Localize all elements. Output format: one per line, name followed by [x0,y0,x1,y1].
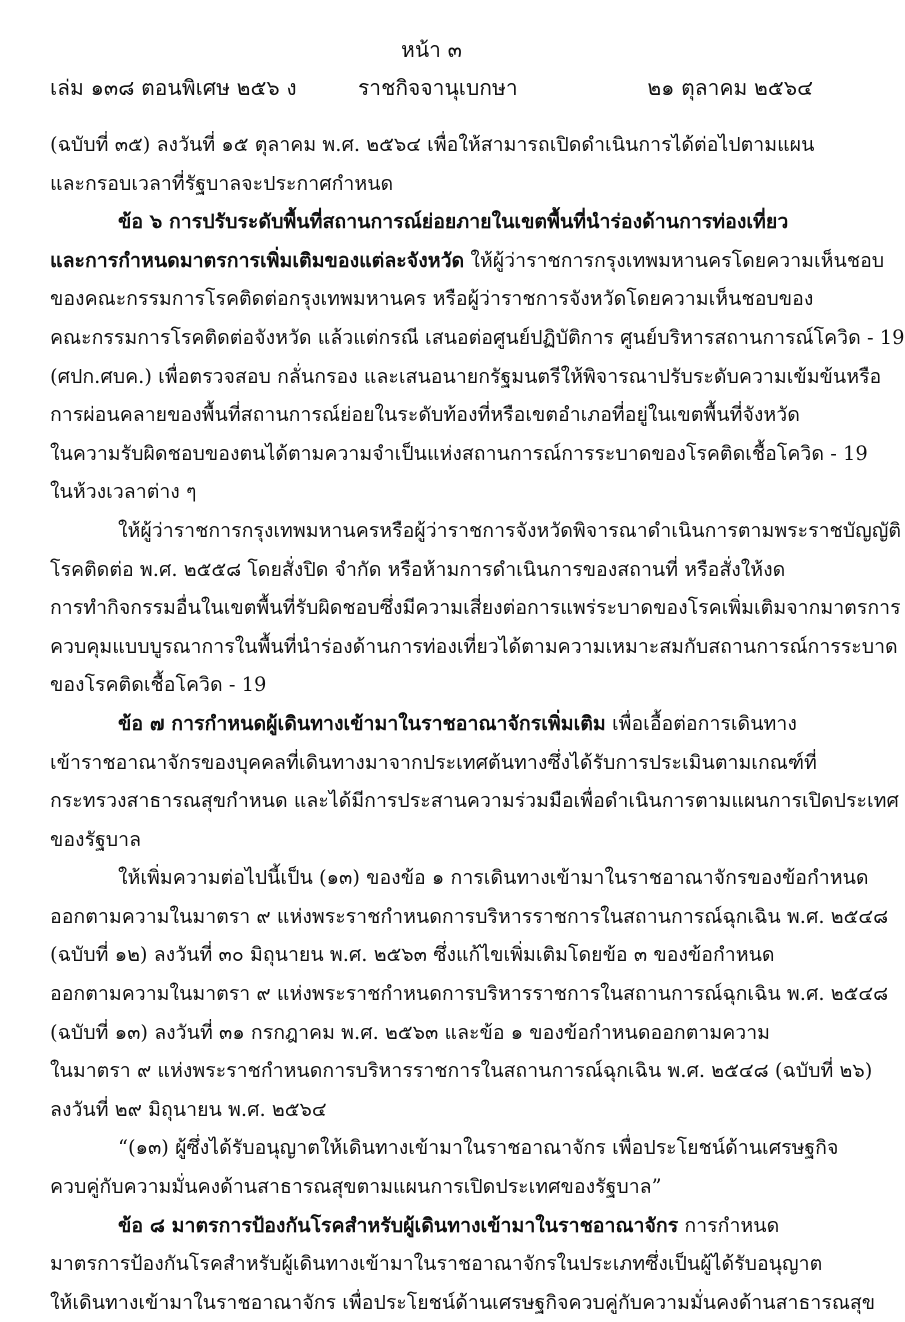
text-line [50,859,869,898]
text-line [50,1245,823,1284]
document-body [50,126,905,1322]
text-segment: (ฉบับที่ ๑๓) ลงวันที่ ๓๑ กรกฎาคม พ.ศ. ๒๕๖๓ และข้อ ๑ ของข้อกำหนดออกตามความ [50,1020,771,1044]
text-segment: เข้าราชอาณาจักรของบุคคลที่เดินทางมาจากประเทศต้นทางซึ่งได้รับการประเมินตามเกณฑ์ที่ [50,750,817,774]
text-segment: ออกตามความในมาตรา ๙ แห่งพระราชกำหนดการบริหารราชการในสถานการณ์ฉุกเฉิน พ.ศ. ๒๕๔๘ [50,904,889,928]
text-line [50,1284,876,1322]
text-segment: ของคณะกรรมการโรคติดต่อกรุงเทพมหานคร หรือผู้ว่าราชการจังหวัดโดยความเห็นชอบของ [50,287,814,311]
text-segment: และกรอบเวลาที่รัฐบาลจะประกาศกำหนด [50,171,394,195]
text-segment: ให้เดินทางเข้ามาในราชอาณาจักร เพื่อประโยชน์ด้านเศรษฐกิจควบคู่กับความมั่นคงด้านสาธารณสุข [50,1290,876,1314]
text-segment: “(๑๓) ผู้ซึ่งได้รับอนุญาตให้เดินทางเข้ามาในราชอาณาจักร เพื่อประโยชน์ด้านเศรษฐกิจ [118,1136,839,1160]
clause-heading: ข้อ ๘ มาตรการป้องกันโรคสำหรับผู้เดินทางเข้ามาในราชอาณาจักร [118,1213,679,1237]
text-line [50,280,813,319]
text-segment: มาตรการป้องกันโรคสำหรับผู้เดินทางเข้ามาในราชอาณาจักรในประเภทซึ่งเป็นผู้ได้รับอนุญาต [50,1252,823,1276]
text-segment: (ฉบับที่ ๑๒) ลงวันที่ ๓๐ มิถุนายน พ.ศ. ๒๕๖๓ ซึ่งแก้ไขเพิ่มเติมโดยข้อ ๓ ของข้อกำหนด [50,943,775,967]
text-segment: ของรัฐบาล [50,827,142,851]
text-line [50,666,813,705]
text-line [50,1052,873,1091]
text-line [50,628,898,667]
text-line [50,126,813,165]
text-line [50,744,817,783]
text-line [50,1207,813,1246]
text-segment: ให้ผู้ว่าราชการกรุงเทพมหานครหรือผู้ว่าราชการจังหวัดพิจารณาดำเนินการตามพระราชบัญญัติ [118,518,902,542]
text-line [50,165,813,204]
text-line [50,898,889,937]
text-segment: ออกตามความในมาตรา ๙ แห่งพระราชกำหนดการบริหารราชการในสถานการณ์ฉุกเฉิน พ.ศ. ๒๕๔๘ [50,982,889,1006]
text-segment: โรคติดต่อ พ.ศ. ๒๕๕๘ โดยสั่งปิด จำกัด หรือห้ามการดำเนินการของสถานที่ หรือสั่งให้งด [50,557,786,581]
text-segment: (ฉบับที่ ๓๕) ลงวันที่ ๑๕ ตุลาคม พ.ศ. ๒๕๖๔ เพื่อให้สามารถเปิดดำเนินการได้ต่อไปตามแผน [50,133,815,156]
text-segment: (ศปก.ศบค.) เพื่อตรวจสอบ กลั่นกรอง และเสนอนายกรัฐมนตรีให้พิจารณาปรับระดับความเข้มข้นหรือ [50,364,882,388]
clause-heading: ข้อ ๗ การกำหนดผู้เดินทางเข้ามาในราชอาณาจักรเพิ่มเติม [118,711,606,735]
text-segment: ของโรคติดเชื้อโควิด - 19 [50,673,267,697]
volume-info: เล่ม ๑๓๘ ตอนพิเศษ ๒๕๖ ง [50,76,297,100]
text-segment: กระทรวงสาธารณสุขกำหนด และได้มีการประสานความร่วมมือเพื่อดำเนินการตามแผนการเปิดประเทศ [50,789,899,813]
text-line [50,435,868,474]
publication-date: ๒๑ ตุลาคม ๒๕๖๔ [647,76,813,100]
text-segment: ในความรับผิดชอบของตนได้ตามความจำเป็นแห่งสถานการณ์การระบาดของโรคติดเชื้อโควิด - 19 [50,441,868,465]
text-segment: ในห้วงเวลาต่าง ๆ [50,480,197,504]
text-line [50,589,901,628]
text-segment: การทำกิจกรรมอื่นในเขตพื้นที่รับผิดชอบซึ่งมีความเสี่ยงต่อการแพร่ระบาดของโรคเพิ่มเติมจากมาตรการ [50,596,901,620]
text-segment: ในมาตรา ๙ แห่งพระราชกำหนดการบริหารราชการในสถานการณ์ฉุกเฉิน พ.ศ. ๒๕๔๘ (ฉบับที่ ๒๖) [50,1059,873,1083]
text-segment: ควบคู่กับความมั่นคงด้านสาธารณสุขตามแผนการเปิดประเทศของรัฐบาล” [50,1175,662,1199]
text-line [50,319,905,358]
text-line [50,821,813,860]
publication-name: ราชกิจจานุเบกษา [358,76,518,100]
page-number: หน้า ๓ [400,38,463,62]
text-segment: เพื่อเอื้อต่อการเดินทาง [605,711,797,735]
text-line [50,705,813,744]
text-line [50,782,899,821]
text-segment: คณะกรรมการโรคติดต่อจังหวัด แล้วแต่กรณี เสนอต่อศูนย์ปฏิบัติการ ศูนย์บริหารสถานการณ์โควิด - 19 [50,325,905,349]
text-line [50,358,882,397]
text-segment: ให้เพิ่มความต่อไปนี้เป็น (๑๓) ของข้อ ๑ การเดินทางเข้ามาในราชอาณาจักรของข้อกำหนด [118,866,869,890]
text-line [50,1168,813,1207]
text-segment: การผ่อนคลายของพื้นที่สถานการณ์ย่อยในระดับท้องที่หรือเขตอำเภอที่อยู่ในเขตพื้นที่จังหวัด [50,403,800,427]
text-segment: การกำหนด [678,1213,780,1237]
text-line [50,936,813,975]
text-segment: ลงวันที่ ๒๙ มิถุนายน พ.ศ. ๒๕๖๔ [50,1097,327,1121]
text-segment: ให้ผู้ว่าราชการกรุงเทพมหานครโดยความเห็นชอบ [464,248,885,272]
text-line [50,1014,813,1053]
text-line [50,242,885,281]
text-segment: ควบคุมแบบบูรณาการในพื้นที่นำร่องด้านการท่องเที่ยวได้ตามความเหมาะสมกับสถานการณ์การระบาด [50,634,898,658]
text-line [50,473,813,512]
text-line [50,551,813,590]
text-line [50,1129,839,1168]
text-line [50,396,813,435]
clause-heading: และการกำหนดมาตรการเพิ่มเติมของแต่ละจังหวัด [50,248,465,272]
clause-heading: ข้อ ๖ การปรับระดับพื้นที่สถานการณ์ย่อยภายในเขตพื้นที่นำร่องด้านการท่องเที่ยว [118,210,789,234]
text-line [50,1091,813,1130]
text-line [50,203,813,242]
text-line [50,512,902,551]
text-line [50,975,889,1014]
